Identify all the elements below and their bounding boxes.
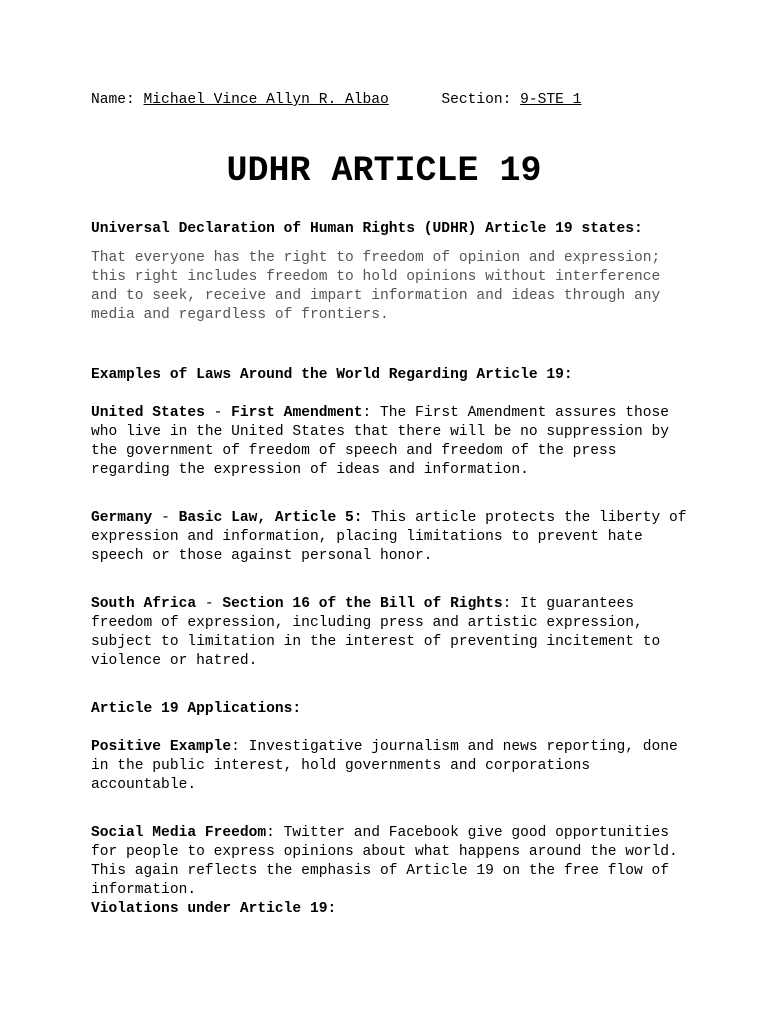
example-text: It guarantees freedom of expression, including press and artistic expression, subject to limitation in the interest of preventing incitement to violence or hatred. [91, 596, 661, 669]
application-label: Positive Example [91, 739, 232, 755]
applications-heading: Article 19 Applications: [91, 701, 302, 717]
header-line [91, 91, 581, 110]
application-social-media-freedom: Social Media Freedom: Twitter and Facebook give good opportunities for people to express opinions about what happens around the world. This again reflects the emphasis of Article 19 on the free flow of information. [91, 825, 678, 898]
application-text: Investigative journalism and news reporting, done in the public interest, hold governments and corporations accountable. [91, 739, 678, 793]
name-label: Name: [91, 92, 144, 108]
example-country: Germany [91, 510, 153, 526]
section-value: 9-STE 1 [520, 92, 582, 108]
section-label: Section: [441, 92, 521, 108]
example-text: This article protects the liberty of expression and information, placing limitations to prevent hate speech or those against personal honor. [91, 510, 687, 564]
udhr-heading: Universal Declaration of Human Rights (UDHR) Article 19 states: [91, 221, 643, 237]
example-law: Basic Law, Article 5: [178, 510, 363, 526]
example-country: South Africa [91, 596, 197, 612]
examples-heading: Examples of Laws Around the World Regarding Article 19: [91, 367, 573, 383]
example-text: The First Amendment assures those who live in the United States that there will be no suppression by the government of freedom of speech and freedom of the press regarding the expression of ideas and information. [91, 405, 670, 478]
example-united-states: United States - First Amendment: The First Amendment assures those who live in the United States that there will be no suppression by the government of freedom of speech and freedom of the press regarding the expression of ideas and information. [91, 405, 670, 478]
name-value: Michael Vince Allyn R. Albao [143, 92, 389, 108]
application-positive-example: Positive Example: Investigative journalism and news reporting, done in the public interest, hold governments and corporations accountable. [91, 739, 678, 793]
udhr-text: That everyone has the right to freedom of opinion and expression; this right includes freedom to hold opinions without interference and to seek, receive and impart information and ideas through any media and regardless of frontiers. [91, 250, 661, 323]
example-law: First Amendment [231, 405, 363, 421]
example-law: Section 16 of the Bill of Rights [222, 596, 503, 612]
application-label: Social Media Freedom [91, 825, 267, 841]
page-title: UDHR ARTICLE 19 [226, 151, 542, 191]
application-text: Twitter and Facebook give good opportunities for people to express opinions about what happens around the world. This again reflects the emphasis of Article 19 on the free flow of information. [91, 825, 678, 898]
example-germany: Germany - Basic Law, Article 5: This article protects the liberty of expression and information, placing limitations to prevent hate speech or those against personal honor. [91, 510, 687, 564]
violations-heading: Violations under Article 19: [91, 901, 337, 917]
example-south-africa: South Africa - Section 16 of the Bill of Rights: It guarantees freedom of expression, including press and artistic expression, subject to limitation in the interest of preventing incitement to violence or hatred. [91, 596, 661, 669]
example-country: United States [91, 405, 205, 421]
